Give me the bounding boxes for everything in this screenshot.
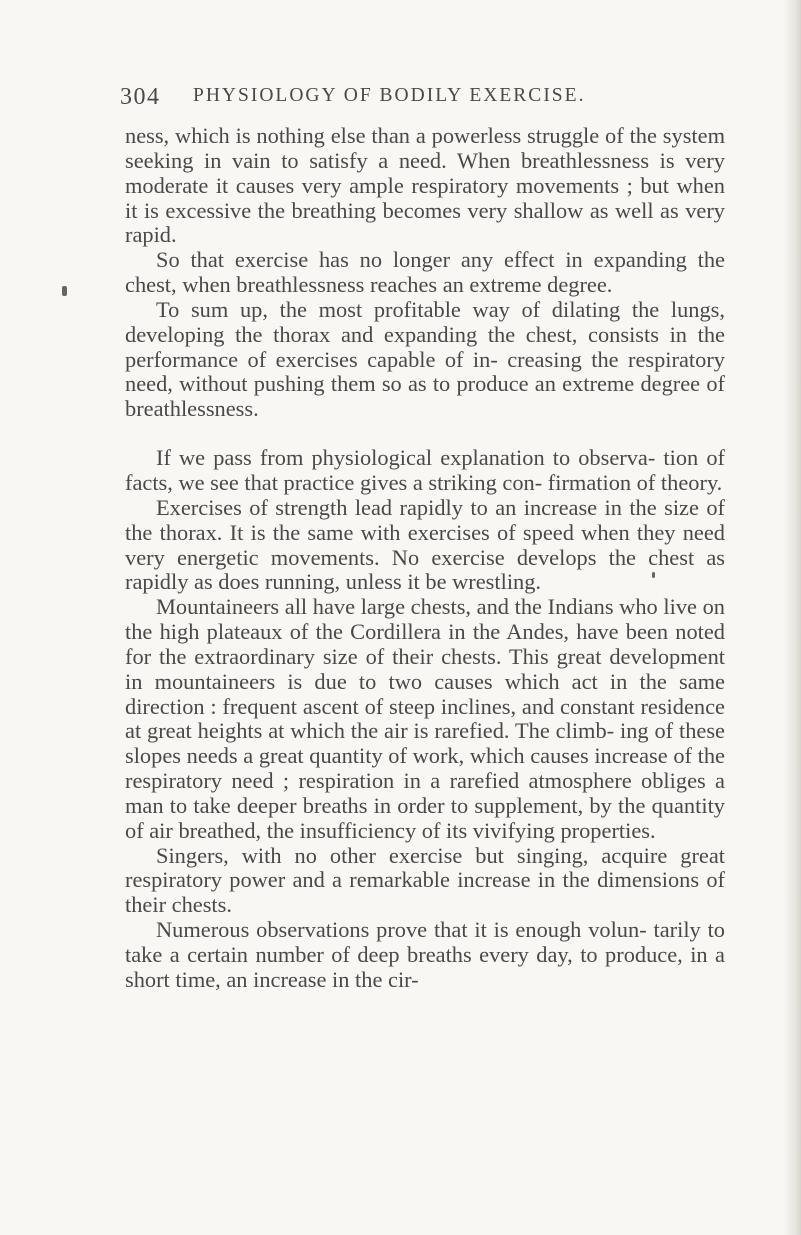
paragraph: To sum up, the most profitable way of dilating the lungs, developing the thorax and expanding the chest, consists in the performance of exercises capable of in- creasing the respiratory need, without pushing them so as to produce an extreme degree of breathlessness.: [125, 296, 725, 422]
paragraph: Exercises of strength lead rapidly to an increase in the size of the thorax. It is the same with exercises of speed when they need very energetic movements. No exercise develops the chest as rapidly as does running, unless it be wrestling.: [125, 494, 725, 595]
margin-mark: [62, 286, 67, 296]
paragraph: So that exercise has no longer any effect in expanding the chest, when breathlessness reaches an extreme degree.: [125, 247, 725, 298]
page-edge-shadow: [783, 0, 801, 1235]
paragraph-continuation: ness, which is nothing else than a powerless struggle of the system seeking in vain to satisfy a need. When breathlessness is very moderate it causes very ample respiratory movements ; but when it is excessive the breathing becomes very shallow as well as very rapid.: [125, 123, 725, 248]
page-header: [120, 84, 640, 114]
paragraph: If we pass from physiological explanation to observa- tion of facts, we see that practice gives a striking con- firmation of theory.: [125, 445, 725, 495]
body-text: [125, 124, 725, 993]
paragraph: Singers, with no other exercise but singing, acquire great respiratory power and a remarkable increase in the dimensions of their chests.: [125, 842, 725, 918]
running-head: PHYSIOLOGY OF BODILY EXERCISE.: [193, 85, 586, 106]
page-number: 304: [120, 84, 161, 110]
margin-mark: [652, 572, 655, 578]
paragraph: Numerous observations prove that it is enough volun- tarily to take a certain number of deep breaths every day, to produce, in a short time, an increase in the cir-: [125, 917, 725, 992]
paragraph: Mountaineers all have large chests, and the Indians who live on the high plateaux of the Cordillera in the Andes, have been noted for the extraordinary size of their chests. This great development in mountaineers is due to two causes which act in the same direction : frequent ascent of steep inclines, and constant residence at great heights at which the air is rarefied. The climb- ing of these slopes needs a great quantity of work, which causes increase of the respiratory need ; respiration in a rarefied atmosphere obliges a man to take deeper breaths in order to supplement, by the quantity of air breathed, the insufficiency of its vivifying properties.: [125, 594, 725, 843]
